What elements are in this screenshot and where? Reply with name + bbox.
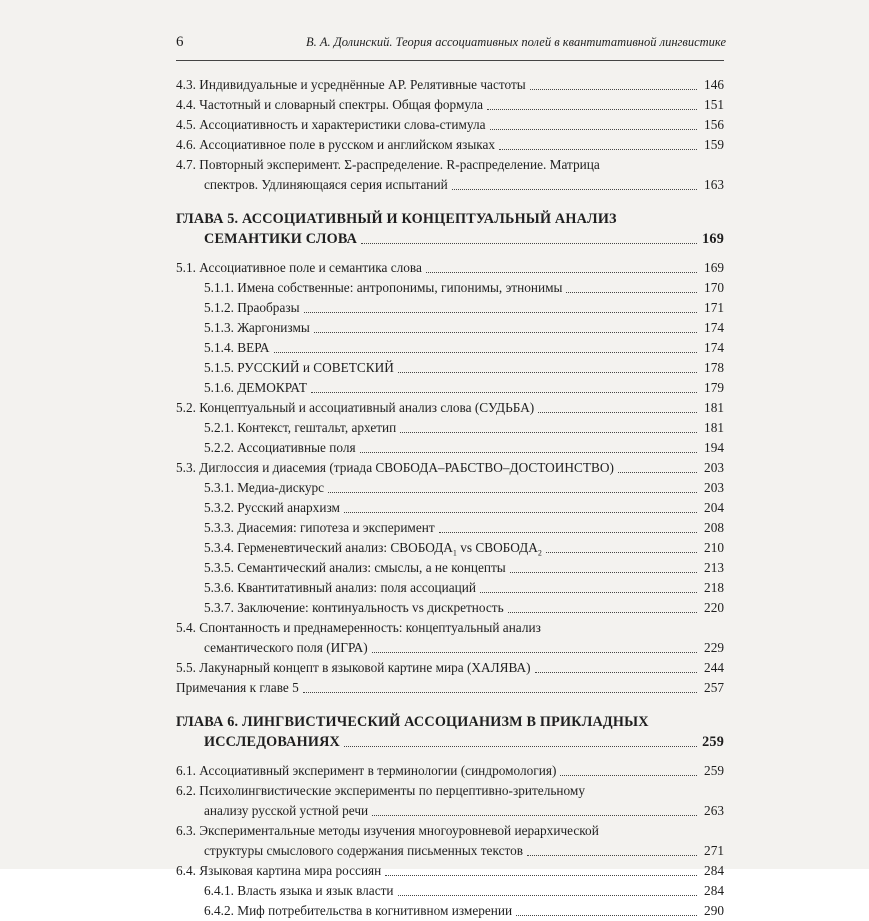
toc-entry-5-5: 5.5. Лакунарный концепт в языковой картине мира (ХАЛЯВА) 244 — [176, 660, 724, 675]
toc-entry-4-7: 4.7. Повторный эксперимент. Σ-распределение. R-распределение. Матрица — [176, 157, 600, 172]
toc-entry-4-5: 4.5. Ассоциативность и характеристики слова-стимула 156 — [176, 117, 724, 132]
toc-entry-5-4: 5.4. Спонтанность и преднамеренность: концептуальный анализ — [176, 620, 541, 635]
toc-entry-6-1: 6.1. Ассоциативный эксперимент в терминологии (синдромология) 259 — [176, 763, 724, 778]
toc-entry-5-2-2: 5.2.2. Ассоциативные поля 194 — [204, 440, 724, 455]
toc-entry-6-2-cont: анализу русской устной речи 263 — [204, 803, 724, 818]
toc-entry-6-3-cont: структуры смыслового содержания письменных текстов 271 — [204, 843, 724, 858]
toc-entry-6-2: 6.2. Психолингвистические эксперименты по перцептивно-зрительному — [176, 783, 585, 798]
running-title: В. А. Долинский. Теория ассоциативных полей в квантитативной лингвистике — [305, 35, 726, 49]
toc-entry-5-2-1: 5.2.1. Контекст, гештальт, архетип 181 — [204, 420, 724, 435]
toc-entry-5-1-5: 5.1.5. РУССКИЙ и СОВЕТСКИЙ 178 — [204, 360, 724, 375]
toc-entry-5-3-6: 5.3.6. Квантитативный анализ: поля ассоциаций 218 — [204, 580, 724, 595]
toc-entry-4-7-cont: спектров. Удлиняющаяся серия испытаний 163 — [204, 177, 724, 192]
toc-entry-6-4-1: 6.4.1. Власть языка и язык власти 284 — [204, 883, 724, 898]
chapter-6-heading: ГЛАВА 6. ЛИНГВИСТИЧЕСКИЙ АССОЦИАНИЗМ В ПРИКЛАДНЫХ — [176, 714, 649, 730]
toc-entry-5-3-3: 5.3.3. Диасемия: гипотеза и эксперимент 208 — [204, 520, 724, 535]
toc-entry-5-3-5: 5.3.5. Семантический анализ: смыслы, а не концепты 213 — [204, 560, 724, 575]
toc-entry-5-3-2: 5.3.2. Русский анархизм 204 — [204, 500, 724, 515]
toc-entry-5-3-7: 5.3.7. Заключение: континуальность vs дискретность 220 — [204, 600, 724, 615]
table-of-contents — [176, 75, 724, 921]
toc-entry-5-2: 5.2. Концептуальный и ассоциативный анализ слова (СУДЬБА) 181 — [176, 400, 724, 415]
toc-entry-4-4: 4.4. Частотный и словарный спектры. Общая формула 151 — [176, 97, 724, 112]
toc-entry-5-1-1: 5.1.1. Имена собственные: антропонимы, гипонимы, этнонимы 170 — [204, 280, 724, 295]
toc-entry-4-6: 4.6. Ассоциативное поле в русском и английском языках 159 — [176, 137, 724, 152]
toc-entry-6-4: 6.4. Языковая картина мира россиян 284 — [176, 863, 724, 878]
toc-entry-5-1: 5.1. Ассоциативное поле и семантика слова 169 — [176, 260, 724, 275]
chapter-5-heading: ГЛАВА 5. АССОЦИАТИВНЫЙ И КОНЦЕПТУАЛЬНЫЙ АНАЛИЗ — [176, 211, 617, 227]
header-rule — [176, 60, 724, 61]
toc-entry-6-4-2: 6.4.2. Миф потребительства в когнитивном измерении 290 — [204, 903, 724, 918]
toc-entry-5-3-4: 5.3.4. Герменевтический анализ: $СВОБОДА_1$ vs $СВОБОДА_2$ 210 — [204, 540, 724, 558]
toc-entry-5-1-6: 5.1.6. ДЕМОКРАТ 179 — [204, 380, 724, 395]
toc-entry-5-1-3: 5.1.3. Жаргонизмы 174 — [204, 320, 724, 335]
toc-entry-5-1-2: 5.1.2. Праобразы 171 — [204, 300, 724, 315]
toc-entry-5-4-cont: семантического поля (ИГРА) 229 — [204, 640, 724, 655]
toc-entry-4-3: 4.3. Индивидуальные и усреднённые АР. Релятивные частоты 146 — [176, 77, 724, 92]
toc-entry-6-3: 6.3. Экспериментальные методы изучения многоуровневой иерархической — [176, 823, 599, 838]
chapter-5-heading-cont: СЕМАНТИКИ СЛОВА 169 — [204, 231, 724, 247]
chapter-6-heading-cont: ИССЛЕДОВАНИЯХ 259 — [204, 734, 724, 750]
toc-entry-5-1-4: 5.1.4. ВЕРА 174 — [204, 340, 724, 355]
toc-entry-notes-5: Примечания к главе 5 257 — [176, 680, 724, 695]
page-number: 6 — [176, 34, 184, 50]
toc-entry-5-3: 5.3. Диглоссия и диасемия (триада СВОБОДА–РАБСТВО–ДОСТОИНСТВО) 203 — [176, 460, 724, 475]
toc-entry-5-3-1: 5.3.1. Медиа-дискурс 203 — [204, 480, 724, 495]
